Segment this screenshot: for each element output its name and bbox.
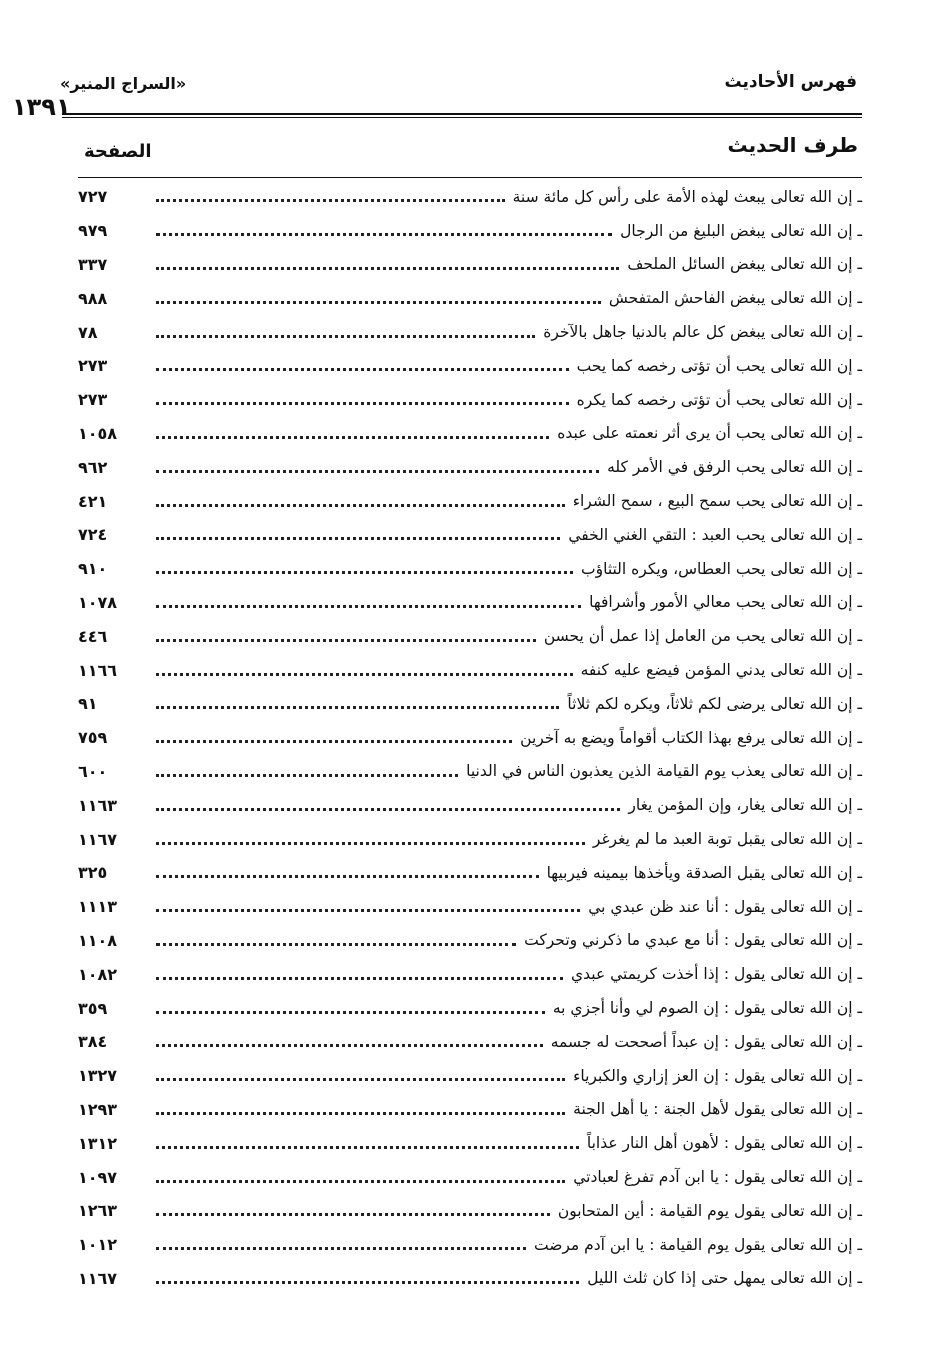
entry-hadith-text: ـ إن الله تعالى يبغض البليغ من الرجال [620,221,862,240]
entry-page-number: ٩٦٢ [78,457,108,477]
entry-hadith-text: ـ إن الله تعالى يحب معالي الأمور وأشرافها [589,593,862,612]
index-entry [78,383,862,417]
entry-page-number: ١١٦٧ [78,1268,118,1288]
index-entry [78,924,862,958]
entry-hadith-text: ـ إن الله تعالى يقول يوم القيامة : أين المتحابون [557,1201,862,1220]
entry-page-number: ١٠٨٢ [78,964,118,984]
index-entry [78,518,862,552]
index-entry [78,890,862,924]
index-entry [78,248,862,282]
entry-page-number: ٧٢٤ [78,525,108,545]
entry-hadith-text: ـ إن الله تعالى يقول : يا ابن آدم تفرغ لعبادتي [573,1168,862,1186]
header-rule [62,113,862,115]
entry-hadith-text: ـ إن الله تعالى يقول : أنا مع عبدي ما ذكرني وتحركت [524,931,862,950]
dot-leader [156,490,565,507]
entry-hadith-text: ـ إن الله تعالى يدني المؤمن فيضع عليه كنفه [580,661,862,680]
entry-hadith-text: ـ إن الله تعالى يحب أن تؤتى رخصه كما يكره [576,390,862,409]
dot-leader [156,794,620,811]
entry-hadith-text: ـ إن الله تعالى يقول لأهل الجنة : يا أهل الجنة [573,1100,862,1119]
entry-hadith-text: ـ إن الله تعالى يحب العطاس، ويكره التثاؤب [581,559,862,578]
entry-hadith-text: ـ إن الله تعالى يحب العبد : التقي الغني الخفي [568,525,862,544]
entry-page-number: ١١٦٧ [78,829,118,849]
index-entry [78,1093,862,1127]
index-entry [78,957,862,991]
entry-page-number: ١٠٩٧ [78,1167,118,1187]
dot-leader [156,929,516,946]
index-entry [78,788,862,822]
entry-hadith-text: ـ إن الله تعالى يبغض الفاحش المتفحش [608,289,862,308]
dot-leader [156,523,560,540]
dot-leader [156,321,535,338]
entry-page-number: ١٠١٢ [78,1235,118,1255]
dot-leader [156,963,563,980]
column-heading-rule [78,177,862,178]
dot-leader [156,388,569,405]
index-entry [78,586,862,620]
entry-page-number: ٣٥٩ [78,998,108,1018]
dot-leader [156,1098,565,1115]
dot-leader [156,1132,579,1149]
dot-leader [156,997,545,1014]
entry-hadith-text: ـ إن الله تعالى يحب أن يرى أثر نعمته على عبده [557,424,862,443]
entry-hadith-text: ـ إن الله تعالى يغار، وإن المؤمن يغار [628,796,862,815]
entry-page-number: ٩٧٩ [78,221,108,241]
index-entry [78,1194,862,1228]
entry-page-number: ٢٧٣ [78,390,108,410]
entry-hadith-text: ـ إن الله تعالى يقول : أنا عند ظن عبدي بي [588,897,862,916]
dot-leader [156,659,573,676]
dot-leader [156,692,559,709]
entry-page-number: ١٣٢٧ [78,1066,118,1086]
entry-hadith-text: ـ إن الله تعالى يمهل حتى إذا كان ثلث الليل [587,1269,862,1288]
dot-leader [156,591,581,608]
index-entry [78,991,862,1025]
header-rule-thin [62,117,862,118]
dot-leader [156,1166,565,1183]
column-heading-hadith: طرف الحديث [727,133,858,157]
entry-page-number: ٩١٠ [78,559,108,579]
index-entry [78,653,862,687]
dot-leader [156,287,601,304]
index-entry [78,315,862,349]
index-entry [78,417,862,451]
index-entry [78,687,862,721]
dot-leader [156,828,585,845]
entry-hadith-text: ـ إن الله تعالى يبغض كل عالم بالدنيا جاهل بالآخرة [543,323,862,342]
dot-leader [156,625,536,642]
entry-hadith-text: ـ إن الله تعالى يقبل الصدقة ويأخذها بيمينه فيربيها [546,863,862,882]
entry-hadith-text: ـ إن الله تعالى يحب سمح البيع ، سمح الشراء [572,492,862,511]
entry-page-number: ١١٦٣ [78,795,118,815]
dot-leader [156,456,599,473]
dot-leader [156,1267,579,1284]
entry-page-number: ١٠٥٨ [78,423,118,443]
entry-page-number: ١٢٩٣ [78,1099,118,1119]
book-title: «السراج المنير» [60,74,187,93]
index-entry [78,1126,862,1160]
entry-page-number: ٤٢١ [78,491,108,511]
entry-hadith-text: ـ إن الله تعالى يقول : لأهون أهل النار عذاباً [586,1134,862,1153]
running-title: فهرس الأحاديث [724,72,857,92]
dot-leader [156,253,619,270]
index-entry [78,856,862,890]
dot-leader [156,557,573,574]
dot-leader [156,1199,550,1216]
entry-hadith-text: ـ إن الله تعالى يحب الرفق في الأمر كله [607,458,862,477]
index-entry [78,755,862,789]
entry-hadith-text: ـ إن الله تعالى يبعث لهذه الأمة على رأس كل مائة سنة [512,187,862,206]
dot-leader [156,422,549,439]
dot-leader [156,185,505,202]
index-entry [78,721,862,755]
index-entry [78,1025,862,1059]
hadith-index-list [78,180,862,1295]
entry-hadith-text: ـ إن الله تعالى يبغض السائل الملحف [627,255,862,274]
index-entry [78,1228,862,1262]
entry-page-number: ٣٨٤ [78,1032,108,1052]
entry-page-number: ٣٢٥ [78,863,108,883]
entry-page-number: ١١١٣ [78,897,118,917]
entry-page-number: ٢٧٣ [78,356,108,376]
entry-hadith-text: ـ إن الله تعالى يعذب يوم القيامة الذين يعذبون الناس في الدنيا [466,762,862,781]
index-entry [78,450,862,484]
index-entry [78,552,862,586]
entry-hadith-text: ـ إن الله تعالى يقول : إن عبداً أصححت له جسمه [550,1032,862,1051]
entry-page-number: ٩١ [78,694,98,714]
index-entry [78,822,862,856]
dot-leader [156,726,512,743]
entry-page-number: ١٢٦٣ [78,1201,118,1221]
dot-leader [156,895,580,912]
entry-hadith-text: ـ إن الله تعالى يحب من العامل إذا عمل أن يحسن [543,627,862,646]
entry-page-number: ٤٤٦ [78,626,108,646]
index-entry [78,1059,862,1093]
entry-page-number: ١٣١٢ [78,1133,118,1153]
entry-page-number: ٩٨٨ [78,288,108,308]
dot-leader [156,760,458,777]
dot-leader [156,354,569,371]
entry-hadith-text: ـ إن الله تعالى يقول : إن العز إزاري والكبرياء [573,1066,862,1085]
entry-page-number: ١٠٧٨ [78,592,118,612]
index-entry [78,484,862,518]
entry-page-number: ٧٥٩ [78,728,108,748]
entry-hadith-text: ـ إن الله تعالى يقول يوم القيامة : يا ابن آدم مرضت [534,1235,862,1254]
entry-hadith-text: ـ إن الله تعالى يرضى لكم ثلاثاً، ويكره لكم ثلاثاً [567,694,862,713]
index-entry [78,180,862,214]
index-entry [78,1262,862,1296]
dot-leader [156,1064,565,1081]
column-heading-page: الصفحة [84,141,152,162]
entry-hadith-text: ـ إن الله تعالى يقبل توبة العبد ما لم يغرغر [592,830,862,849]
index-entry [78,281,862,315]
entry-page-number: ٧٢٧ [78,187,108,207]
entry-page-number: ٣٣٧ [78,254,108,274]
entry-hadith-text: ـ إن الله تعالى يحب أن تؤتى رخصه كما يحب [576,356,862,375]
dot-leader [156,1030,543,1047]
dot-leader [156,219,612,236]
index-entry [78,349,862,383]
page-number: ١٣٩١ [12,93,71,121]
dot-leader [156,861,539,878]
entry-hadith-text: ـ إن الله تعالى يقول : إن الصوم لي وأنا أجزي به [552,999,862,1018]
dot-leader [156,1233,526,1250]
index-entry [78,214,862,248]
entry-page-number: ١١٠٨ [78,930,118,950]
entry-page-number: ١١٦٦ [78,660,118,680]
entry-hadith-text: ـ إن الله تعالى يقول : إذا أخذت كريمتي عبدي [571,965,862,984]
entry-page-number: ٧٨ [78,322,98,342]
entry-page-number: ٦٠٠ [78,761,108,781]
entry-hadith-text: ـ إن الله تعالى يرفع بهذا الكتاب أقواماً ويضع به آخرين [520,728,862,747]
index-entry [78,1160,862,1194]
index-entry [78,619,862,653]
